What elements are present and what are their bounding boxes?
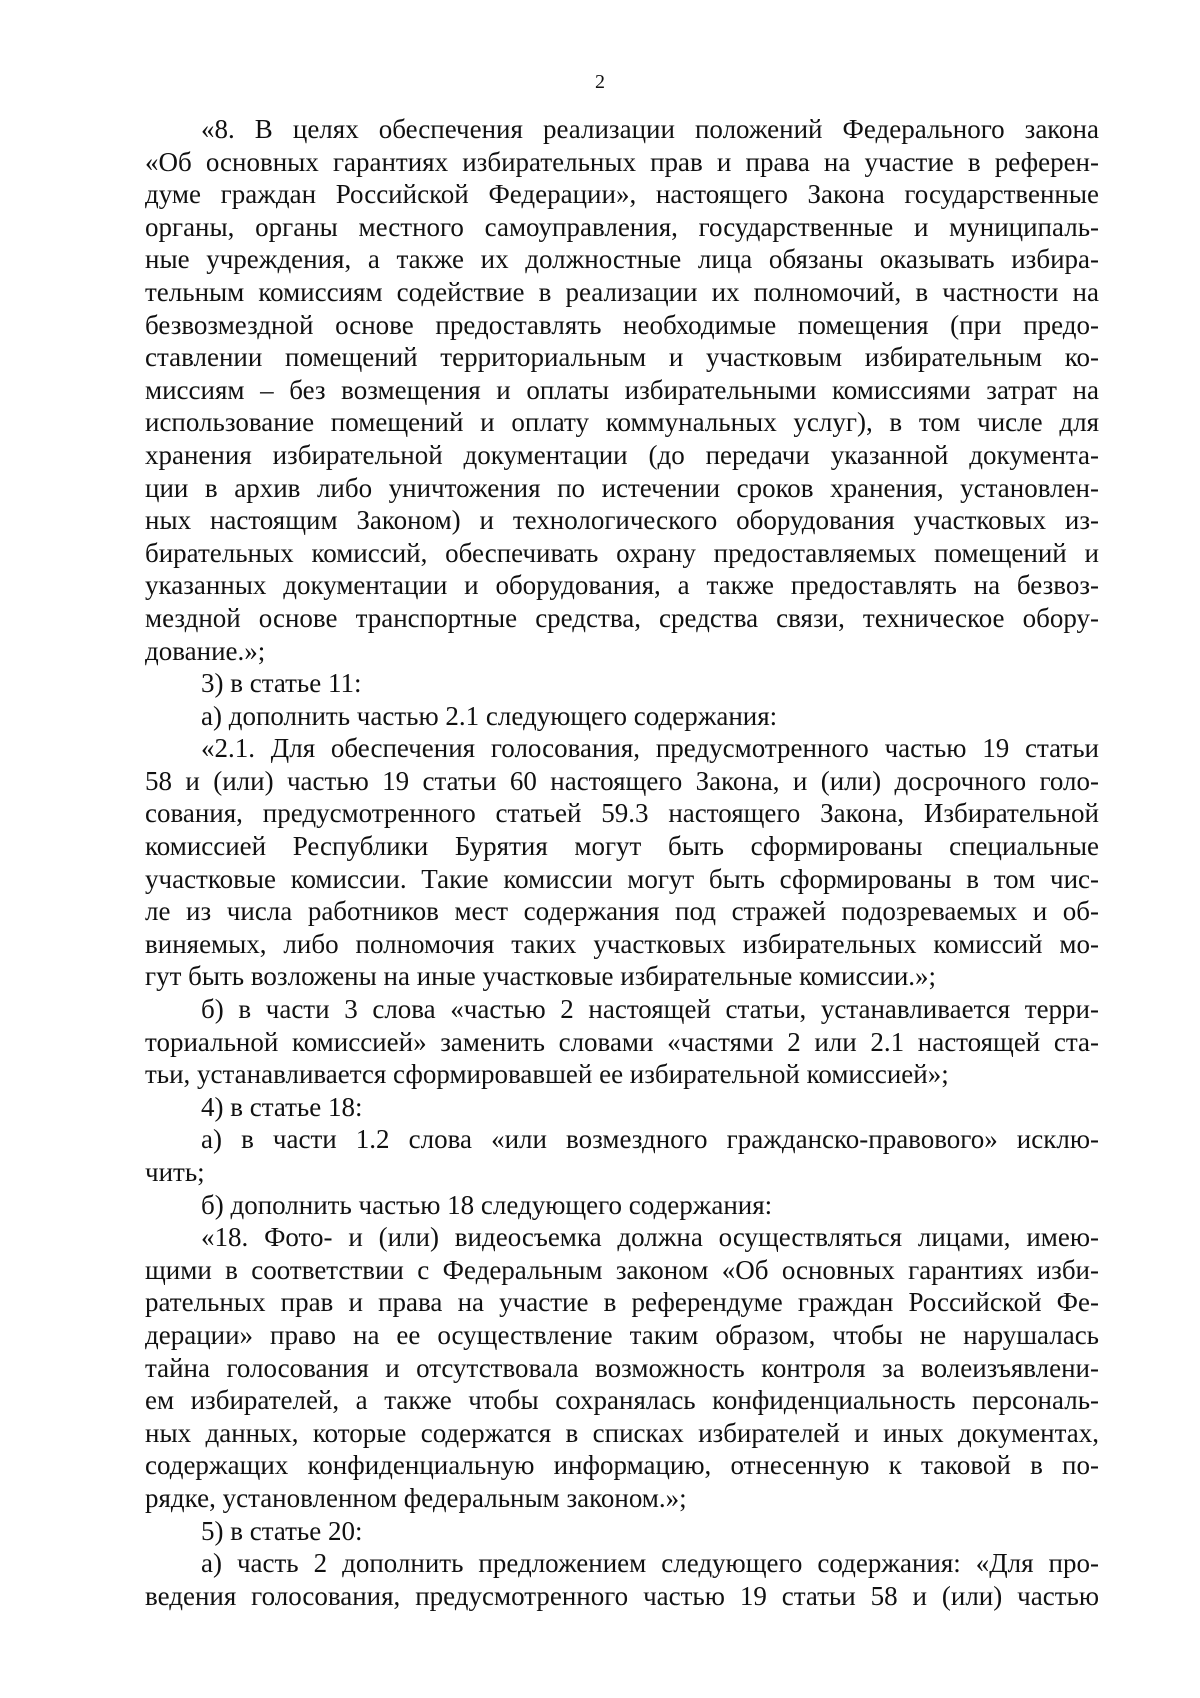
text-line: дерации» право на ее осуществление таким образом, чтобы не нарушалась (145, 1319, 1099, 1350)
text-line: сования, предусмотренного статьей 59.3 настоящего Закона, Избирательной (145, 798, 1099, 829)
text-line: дование.»; (145, 635, 266, 666)
text-line: виняемых, либо полномочия таких участковых избирательных комиссий мо- (145, 928, 1099, 959)
text-line: тайна голосования и отсутствовала возможность контроля за волеизъявлени- (145, 1352, 1099, 1383)
text-line: «2.1. Для обеспечения голосования, предусмотренного частью 19 статьи (201, 733, 1099, 764)
text-line: чить; (145, 1157, 205, 1187)
text-line: «Об основных гарантиях избирательных прав и права на участие в референ- (145, 146, 1099, 177)
text-line: органы, органы местного самоуправления, государственные и муниципаль- (145, 211, 1099, 242)
text-line: использование помещений и оплату коммунальных услуг), в том числе для (145, 407, 1099, 438)
text-line: щими в соответствии с Федеральным законом «Об основных гарантиях изби- (145, 1254, 1099, 1285)
text-line: гут быть возложены на иные участковые избирательные комиссии.»; (145, 961, 937, 992)
text-line: рательных прав и права на участие в референдуме граждан Российской Фе- (145, 1287, 1099, 1318)
text-line: ные учреждения, а также их должностные лица обязаны оказывать избира- (145, 244, 1099, 275)
text-line: тьи, устанавливается сформировавшей ее избирательной комиссией»; (145, 1059, 949, 1090)
text-line: ле из числа работников мест содержания под стражей подозреваемых и об- (145, 896, 1099, 927)
text-line: б) в части 3 слова «частью 2 настоящей статьи, устанавливается терри- (201, 994, 1099, 1025)
text-line: 3) в статье 11: (201, 668, 362, 699)
text-line: ных настоящим Законом) и технологического оборудования участковых из- (145, 505, 1099, 536)
text-line: комиссией Республики Бурятия могут быть сформированы специальные (145, 831, 1099, 862)
text-line: а) часть 2 дополнить предложением следующего содержания: «Для про- (201, 1548, 1099, 1579)
text-line: ведения голосования, предусмотренного частью 19 статьи 58 и (или) частью (145, 1580, 1099, 1611)
text-line: рядке, установленном федеральным законом.»; (145, 1482, 687, 1513)
text-line: бирательных комиссий, обеспечивать охрану предоставляемых помещений и (145, 537, 1099, 568)
text-line: тельным комиссиям содействие в реализации их полномочий, в частности на (145, 276, 1099, 307)
text-line: а) дополнить частью 2.1 следующего содержания: (201, 700, 778, 731)
text-line: «18. Фото- и (или) видеосъемка должна осуществляться лицами, имею- (201, 1222, 1099, 1253)
text-line: указанных документации и оборудования, а также предоставлять на безвоз- (145, 570, 1099, 601)
text-line: ных данных, которые содержатся в списках избирателей и иных документах, (145, 1417, 1099, 1448)
page-number: 2 (595, 71, 605, 93)
text-line: ем избирателей, а также чтобы сохранялась конфиденциальность персональ- (145, 1385, 1099, 1416)
text-line: 58 и (или) частью 19 статьи 60 настоящего Закона, и (или) досрочного голо- (145, 765, 1099, 796)
text-line: хранения избирательной документации (до передачи указанной документа- (145, 439, 1099, 470)
text-line: ториальной комиссией» заменить словами «частями 2 или 2.1 настоящей ста- (145, 1026, 1099, 1057)
text-line: б) дополнить частью 18 следующего содержания: (201, 1189, 773, 1220)
text-line: думе граждан Российской Федерации», настоящего Закона государственные (145, 179, 1099, 210)
text-line: ции в архив либо уничтожения по истечении сроков хранения, установлен- (145, 472, 1099, 503)
text-line: 4) в статье 18: (201, 1091, 363, 1122)
text-line: 5) в статье 20: (201, 1515, 363, 1546)
text-line: а) в части 1.2 слова «или возмездного гражданско-правового» исклю- (201, 1124, 1099, 1155)
text-line: участковые комиссии. Такие комиссии могут быть сформированы в том чис- (145, 863, 1099, 894)
text-line: содержащих конфиденциальную информацию, отнесенную к таковой в по- (145, 1450, 1099, 1481)
text-line: ставлении помещений территориальным и участковым избирательным ко- (145, 342, 1099, 373)
text-line: безвозмездной основе предоставлять необходимые помещения (при предо- (145, 309, 1099, 340)
text-line: «8. В целях обеспечения реализации положений Федерального закона (201, 114, 1099, 144)
document-body (145, 113, 1099, 1612)
text-line: миссиям – без возмещения и оплаты избирательными комиссиями затрат на (145, 374, 1099, 405)
text-line: мездной основе транспортные средства, средства связи, техническое обору- (145, 602, 1099, 633)
